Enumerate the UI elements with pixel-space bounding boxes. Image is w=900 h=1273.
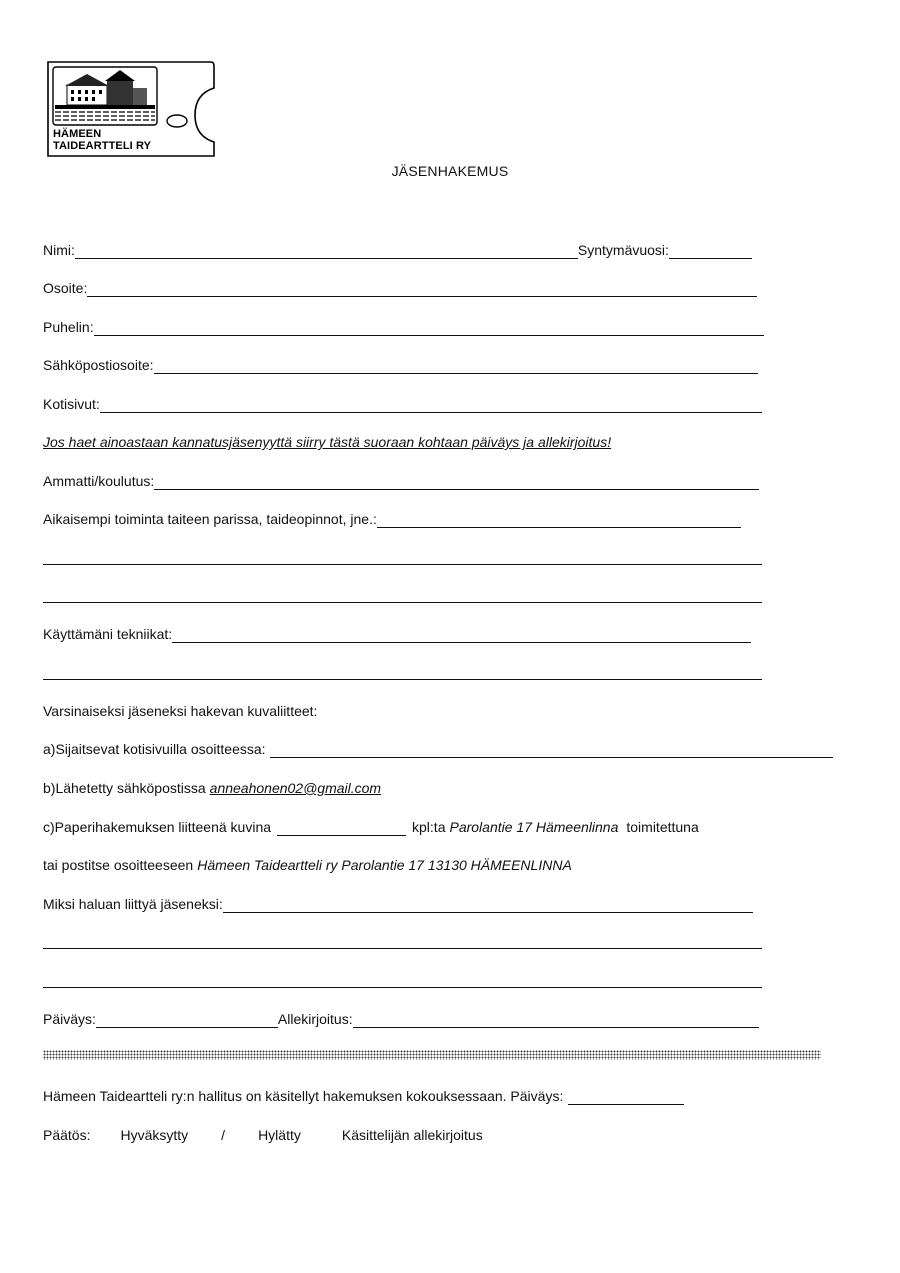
board-statement: Hämeen Taideartteli ry:n hallitus on käsitellyt hakemuksen kokouksessaan. Päiväys: xyxy=(43,1088,564,1104)
homepage-label: Kotisivut: xyxy=(43,396,100,412)
techniques-field[interactable] xyxy=(172,627,751,643)
phone-label: Puhelin: xyxy=(43,319,94,335)
attachment-c-row xyxy=(43,818,699,836)
attachment-c-address: Parolantie 17 Hämeenlinna xyxy=(449,819,619,835)
logo-text-line1: HÄMEEN xyxy=(53,128,102,140)
logo-text-line2: TAIDEARTTELI RY xyxy=(53,140,152,152)
date-field[interactable] xyxy=(96,1012,278,1028)
support-member-note-row xyxy=(43,433,611,451)
why-join-blank-line[interactable] xyxy=(43,948,762,949)
previous-activity-field[interactable] xyxy=(377,512,741,528)
previous-activity-label: Aikaisempi toiminta taiteen parissa, taideopinnot, jne.: xyxy=(43,511,377,527)
email-label: Sähköpostiosoite: xyxy=(43,357,154,373)
attachments-heading-row xyxy=(43,702,317,720)
attachment-c-label: c)Paperihakemuksen liitteenä kuvina xyxy=(43,819,272,835)
phone-row xyxy=(43,318,764,336)
profession-row xyxy=(43,472,759,490)
page-title: JÄSENHAKEMUS xyxy=(391,163,509,179)
attachment-a-row xyxy=(43,740,833,758)
board-date-field[interactable] xyxy=(568,1089,684,1105)
date-label: Päiväys: xyxy=(43,1011,96,1027)
why-join-label: Miksi haluan liittyä jäseneksi: xyxy=(43,896,223,912)
why-join-blank-line[interactable] xyxy=(43,987,762,988)
attachment-b-email-link[interactable]: anneahonen02@gmail.com xyxy=(209,780,382,796)
decision-row xyxy=(43,1126,483,1144)
logo-text xyxy=(53,128,151,152)
homepage-row xyxy=(43,395,762,413)
attachment-a-label: a)Sijaitsevat kotisivuilla osoitteessa: xyxy=(43,741,266,757)
handler-signature-label: Käsittelijän allekirjoitus xyxy=(341,1127,483,1143)
post-address-label: tai postitse osoitteeseen xyxy=(43,857,194,873)
association-logo xyxy=(45,60,217,160)
email-field[interactable] xyxy=(154,358,758,374)
name-field[interactable] xyxy=(75,243,578,259)
dotted-separator xyxy=(43,1050,821,1060)
attachment-c-count-field[interactable] xyxy=(277,820,406,836)
birth-year-field[interactable] xyxy=(669,243,752,259)
why-join-field[interactable] xyxy=(223,897,753,913)
address-label: Osoite: xyxy=(43,280,88,296)
decision-separator: / xyxy=(221,1127,226,1143)
attachment-b-row xyxy=(43,779,381,797)
attachment-a-url-field[interactable] xyxy=(270,742,833,758)
post-address-row xyxy=(43,856,572,874)
rejected-option[interactable]: Hylätty xyxy=(258,1127,301,1143)
profession-label: Ammatti/koulutus: xyxy=(43,473,155,489)
attachments-heading: Varsinaiseksi jäseneksi hakevan kuvaliitteet: xyxy=(43,703,318,719)
name-row xyxy=(43,241,752,259)
why-join-row xyxy=(43,895,753,913)
techniques-label: Käyttämäni tekniikat: xyxy=(43,626,173,642)
phone-field[interactable] xyxy=(94,320,764,336)
name-label: Nimi: xyxy=(43,242,75,258)
signature-label: Allekirjoitus: xyxy=(277,1011,353,1027)
previous-activity-row xyxy=(43,510,741,528)
techniques-row xyxy=(43,625,751,643)
attachment-b-label: b)Lähetetty sähköpostissa xyxy=(43,780,206,796)
address-row xyxy=(43,279,757,297)
decision-label: Päätös: xyxy=(43,1127,91,1143)
profession-field[interactable] xyxy=(154,474,759,490)
email-row xyxy=(43,356,758,374)
homepage-field[interactable] xyxy=(100,397,762,413)
previous-activity-blank-line[interactable] xyxy=(43,564,762,565)
attachment-c-kpl-label: kpl:ta xyxy=(412,819,446,835)
support-member-note: Jos haet ainoastaan kannatusjäsenyyttä siirry tästä suoraan kohtaan päiväys ja allekirjoitus! xyxy=(43,434,612,450)
attachment-c-suffix: toimitettuna xyxy=(626,819,699,835)
address-field[interactable] xyxy=(87,281,757,297)
accepted-option[interactable]: Hyväksytty xyxy=(120,1127,189,1143)
previous-activity-blank-line[interactable] xyxy=(43,602,762,603)
techniques-blank-line[interactable] xyxy=(43,679,762,680)
birth-year-label: Syntymävuosi: xyxy=(577,242,669,258)
signature-field[interactable] xyxy=(353,1012,759,1028)
board-statement-row xyxy=(43,1087,684,1105)
date-signature-row xyxy=(43,1010,759,1028)
post-address: Hämeen Taideartteli ry Parolantie 17 13130 HÄMEENLINNA xyxy=(197,857,572,873)
